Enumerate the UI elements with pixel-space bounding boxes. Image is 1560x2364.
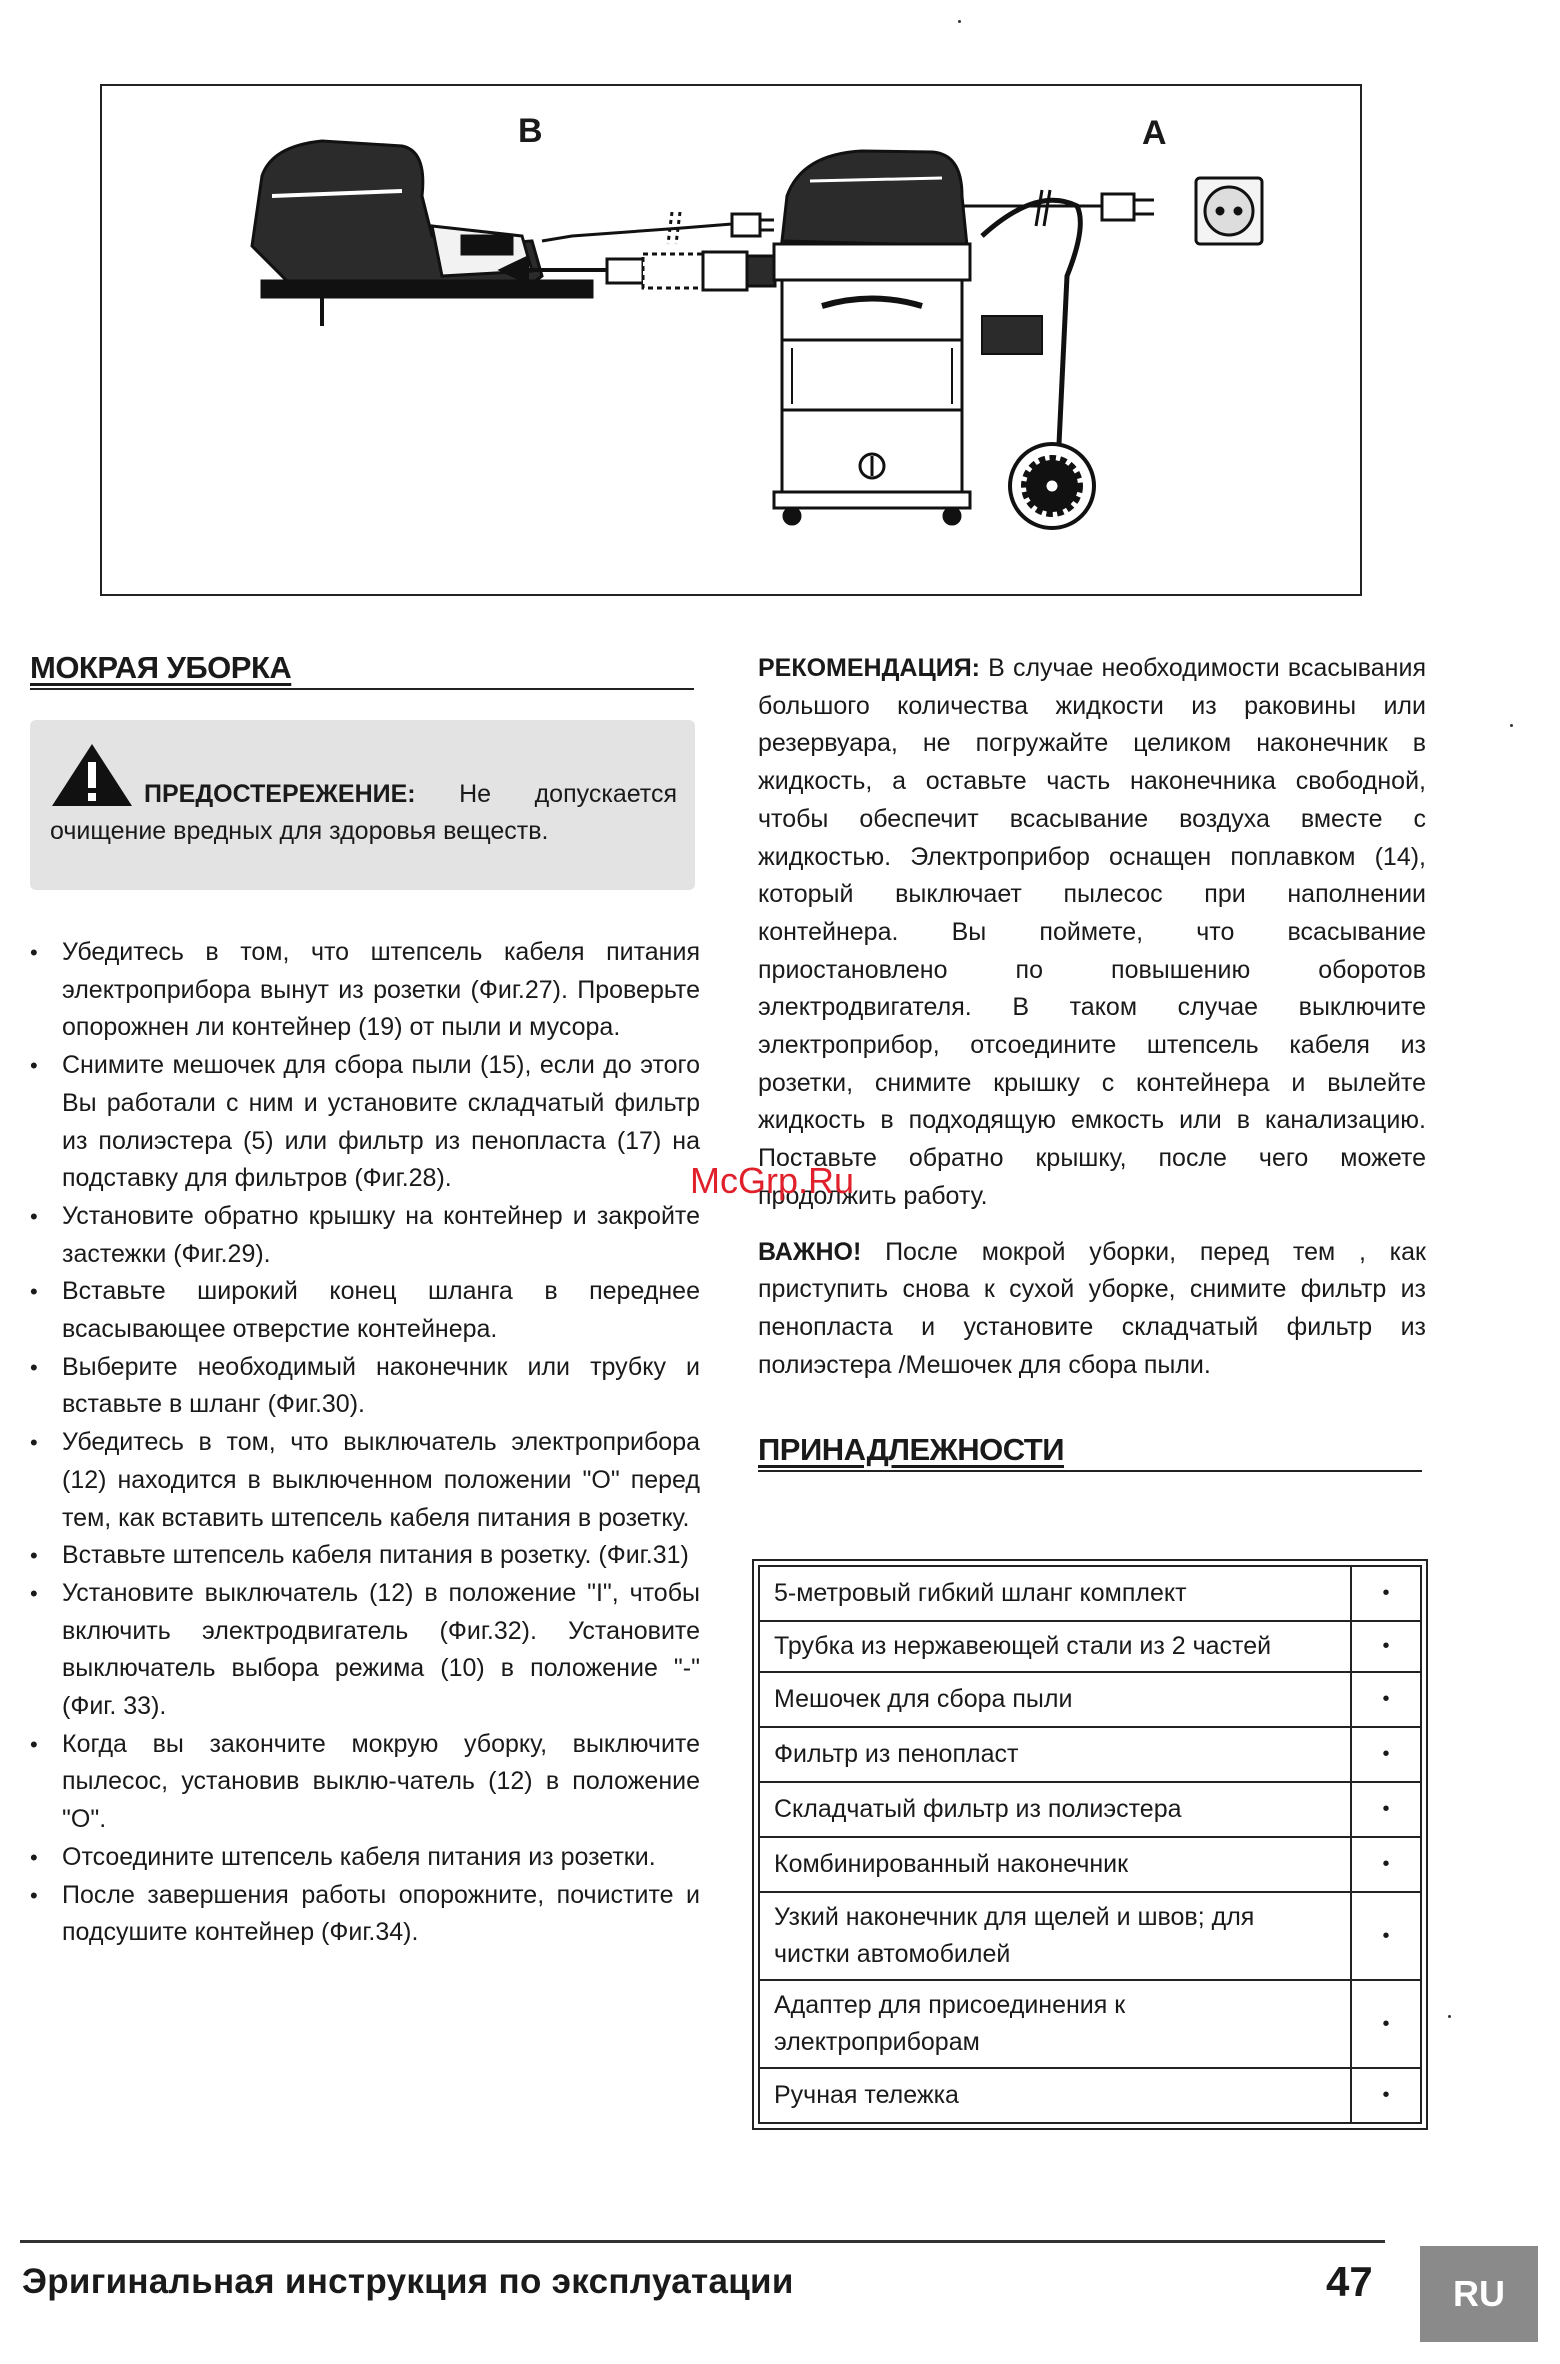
- table-row: [759, 1980, 1421, 2068]
- warning-body: Не допускается очищение вредных для здоровья веществ.: [50, 780, 678, 845]
- list-item: • Вставьте широкий конец шланга в переднее всасывающее отверстие контейнера.: [30, 1273, 700, 1348]
- accessory-mark: •: [1351, 1672, 1421, 1727]
- accessory-mark: •: [1351, 1566, 1421, 1621]
- list-item: • Отсоедините штепсель кабеля питания из розетки.: [30, 1839, 700, 1877]
- accessory-mark: •: [1351, 1621, 1421, 1672]
- footer-rule: [20, 2240, 1385, 2243]
- recommendation-label: РЕКОМЕНДАЦИЯ:: [758, 654, 980, 682]
- list-item: • Снимите мешочек для сбора пыли (15), если до этого Вы работали с ним и установите складчатый фильтр из полиэстера (5) или фильтр из пенопласта (17) на подставку для фильтров (Фиг.28).: [30, 1047, 700, 1198]
- warning-label: ПРЕДОСТЕРЕЖЕНИЕ:: [144, 780, 416, 808]
- recommendation-text: В случае необходимости всасывания большого количества жидкости из раковины или резервуара, не погружайте целиком наконечник в жидкость, а оставьте часть наконечника свободной, чтобы обеспечит всасывание воздуха вместе с жидкостью. Электроприбор оснащен поплавком (14), который выключает пылесос при наполнении контейнера. Вы поймете, что всасывание приостановлено по повышению оборотов электродвигателя. В таком случае выключите электроприбор, отсоедините штепсель кабеля из розетки, снимите крышку с контейнера и вылейте жидкость в подходящую емкость или в канализацию. Поставьте обратно крышку, после чего можете продолжить работу.: [758, 654, 1426, 1210]
- scan-speck: [1448, 2015, 1451, 2018]
- right-column: [758, 650, 1426, 1472]
- watermark: McGrp.Ru: [690, 1160, 855, 1201]
- figure-label-b: B: [518, 112, 543, 150]
- vacuum-cleaner-icon: [774, 151, 970, 524]
- list-item: • Установите обратно крышку на контейнер и закройте застежки (Фиг.29).: [30, 1198, 700, 1273]
- table-row: [759, 2068, 1421, 2123]
- page-number: 47: [1326, 2258, 1373, 2305]
- table-row: [759, 1621, 1421, 1672]
- table-row: [759, 1782, 1421, 1837]
- important-paragraph: [758, 1234, 1426, 1385]
- accessory-mark: •: [1351, 1892, 1421, 1980]
- table-row: [759, 1892, 1421, 1980]
- important-text: После мокрой уборки, перед тем , как приступить снова к сухой уборке, снимите фильтр из пенопласта и установите складчатый фильтр из полиэстера /Мешочек для сбора пыли.: [758, 1237, 1426, 1379]
- accessory-name: Узкий наконечник для щелей и швов; для чистки автомобилей: [759, 1892, 1351, 1980]
- list-item: • Убедитесь в том, что выключатель электроприбора (12) находится в выключенном положении "O" перед тем, как вставить штепсель кабеля питания в розетку.: [30, 1424, 700, 1537]
- accessory-name: Ручная тележка: [759, 2068, 1351, 2123]
- warning-text: [50, 742, 677, 850]
- recommendation-paragraph: [758, 650, 1426, 1216]
- heading-rule: [758, 1470, 1422, 1472]
- heading-rule: [30, 688, 694, 690]
- table-row: [759, 1727, 1421, 1782]
- illustration-frame: [100, 84, 1362, 596]
- warning-box: [30, 720, 695, 890]
- accessory-name: Фильтр из пенопласт: [759, 1727, 1351, 1782]
- scan-speck: [1510, 724, 1513, 727]
- list-item: • После завершения работы опорожните, почистите и подсушите контейнер (Фиг.34).: [30, 1877, 700, 1952]
- list-item: • Убедитесь в том, что штепсель кабеля питания электроприбора вынут из розетки (Фиг.27). Проверьте опорожнен ли контейнер (19) от пыли и мусора.: [30, 934, 700, 1047]
- accessory-mark: •: [1351, 1980, 1421, 2068]
- scan-speck: [958, 20, 961, 23]
- accessories-table: [758, 1565, 1422, 2124]
- accessory-mark: •: [1351, 1782, 1421, 1837]
- list-item: • Выберите необходимый наконечник или трубку и вставьте в шланг (Фиг.30).: [30, 1349, 700, 1424]
- instruction-list: [30, 934, 700, 1952]
- vacuum-connection-illustration: [102, 86, 1364, 598]
- table-row: [759, 1566, 1421, 1621]
- list-item: • Вставьте штепсель кабеля питания в розетку. (Фиг.31): [30, 1537, 700, 1575]
- accessory-name: Трубка из нержавеющей стали из 2 частей: [759, 1621, 1351, 1672]
- accessory-mark: •: [1351, 2068, 1421, 2123]
- accessory-name: Адаптер для присоединения к электроприборам: [759, 1980, 1351, 2068]
- jigsaw-icon: [252, 141, 592, 326]
- figure-label-a: A: [1142, 114, 1167, 152]
- socket-icon: [1196, 178, 1262, 244]
- list-item: • Установите выключатель (12) в положение "I", чтобы включить электродвигатель (Фиг.32). Установите выключатель выбора режима (10) в положение "-" (Фиг. 33).: [30, 1575, 700, 1726]
- accessory-name: 5-метровый гибкий шланг комплект: [759, 1566, 1351, 1621]
- accessories-heading: ПРИНАДЛЕЖНОСТИ: [758, 1432, 1065, 1468]
- table-row: [759, 1837, 1421, 1892]
- accessory-name: Мешочек для сбора пыли: [759, 1672, 1351, 1727]
- footer-title: Эригинальная инструкция по эксплуатации: [22, 2262, 794, 2301]
- accessory-mark: •: [1351, 1837, 1421, 1892]
- important-label: ВАЖНО!: [758, 1237, 862, 1266]
- language-tab: RU: [1420, 2246, 1538, 2342]
- left-column: [30, 650, 700, 1952]
- accessory-mark: •: [1351, 1727, 1421, 1782]
- wet-cleaning-heading: МОКРАЯ УБОРКА: [30, 650, 292, 685]
- table-row: [759, 1672, 1421, 1727]
- accessory-name: Комбинированный наконечник: [759, 1837, 1351, 1892]
- list-item: • Когда вы закончите мокрую уборку, выключите пылесос, установив выклю-чатель (12) в положение "O".: [30, 1726, 700, 1839]
- accessory-name: Складчатый фильтр из полиэстера: [759, 1782, 1351, 1837]
- warning-triangle-icon: [50, 742, 134, 808]
